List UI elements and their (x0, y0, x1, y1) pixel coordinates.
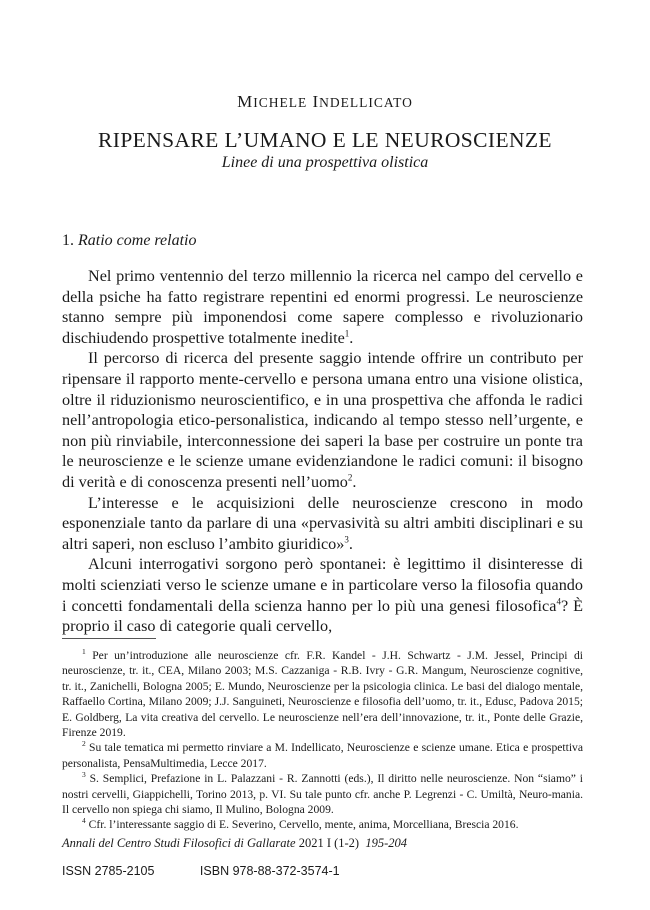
footnote-ref: 2 (347, 472, 353, 483)
paragraph: Il percorso di ricerca del presente saggio intende offrire un contributo per ripensare il rapporto mente-cervello e persona umana entro una visione olistica, oltre il riduzionismo neuroscientifico, e in una prospettiva che affonda le radici nell’antropologia etico-personalistica, indicando al tempo stesso nell’urgente, e non più rinviabile, interconnessione dei saperi la base per costruire un ponte tra le neuroscienze e le scienze umane evidenziandone le radici comuni: il bisogno di verità e di conoscenza presenti nell’uomo$^2$. (62, 349, 583, 491)
footnote-ref: 1 (344, 328, 350, 339)
journal-pages: 195-204 (365, 836, 408, 850)
footnote-divider (62, 638, 156, 639)
section-title: Ratio come relatio (78, 232, 197, 249)
footnote-ref: 3 (344, 534, 349, 545)
publication-identifiers (62, 864, 340, 878)
footnote: $^1$ Per un’introduzione alle neuroscienze cfr. F.R. Kandel - J.H. Schwartz - J.M. Jessel, Principi di neuroscienze, tr. it., CEA, Milano 2003; M.S. Cazzaniga - R.B. Ivry - G.R. Mangum, Neuroscienze cognitive, tr. it., Zanichelli, Bologna 2005; E. Mundo, Neuroscienze per la psicologia clinica. Le basi del dialogo mentale, Raffaello Cortina, Milano 2009; J.J. Sanguineti, Neuroscienze e filosofia dell’uomo, tr. it., Edusc, Padova 2015; E. Goldberg, La vita creativa del cervello. Le neuroscienze nell’era dell’innovazione, tr. it., Ponte delle Grazie, Firenze 2019. (62, 647, 583, 740)
journal-citation (62, 836, 407, 851)
footnote: $^3$ S. Semplici, Prefazione in L. Palazzani - R. Zannotti (eds.), Il diritto nelle neuroscienze. Non “siamo” i nostri cervelli, Giappichelli, Torino 2013, p. VI. Su tale punto cfr. anche P. Legrenzi - C. Umiltà, Neuro-mania. Il cervello non spiega chi siamo, Il Mulino, Bologna 2009. (62, 770, 583, 817)
journal-issue: 2021 I (1-2) (298, 836, 360, 850)
section-heading (62, 232, 197, 250)
journal-name: Annali del Centro Studi Filosofici di Gallarate (62, 836, 296, 850)
footnote: $^2$ Su tale tematica mi permetto rinviare a M. Indellicato, Neuroscienze e scienze umane. Etica e prospettiva personalista, PensaMultimedia, Lecce 2017. (62, 739, 583, 770)
footnotes (62, 648, 583, 833)
paragraph: L’interesse e le acquisizioni delle neuroscienze crescono in modo esponenziale tanto da parlare di una «pervasività su altri ambiti disciplinari e su altri saperi, non escluso l’ambito giuridico»$^3$. (62, 493, 583, 553)
paragraph: Nel primo ventennio del terzo millennio la ricerca nel campo del cervello e della psiche ha fatto registrare repentini ed enormi progressi. Le neuroscienze stanno sempre più imponendosi come sapere complesso e rivoluzionario dischiudendo prospettive totalmente inedite$^1$. (62, 267, 583, 347)
section-number: 1. (62, 232, 74, 249)
body-text (62, 266, 583, 637)
paragraph: Alcuni interrogativi sorgono però spontanei: è legittimo il disinteresse di molti scienziati verso le scienze umane e in particolare verso la filosofia quando i concetti fondamentali della scienza hanno per lo più una genesi filosofica$^4$? È proprio il caso di categorie quali cervello, (62, 555, 583, 636)
footnote: $^4$ Cfr. l’interessante saggio di E. Severino, Cervello, mente, anima, Morcelliana, Brescia 2016. (82, 816, 519, 832)
issn: ISSN 2785-2105 (62, 864, 155, 878)
article-subtitle: Linee di una prospettiva olistica (221, 154, 429, 171)
article-title: RIPENSARE L’UMANO E LE NEUROSCIENZE (98, 128, 552, 152)
author-name: MICHELE INDELLICATO (237, 92, 413, 111)
footnote-ref: 4 (556, 596, 561, 607)
isbn: ISBN 978-88-372-3574-1 (199, 864, 340, 878)
